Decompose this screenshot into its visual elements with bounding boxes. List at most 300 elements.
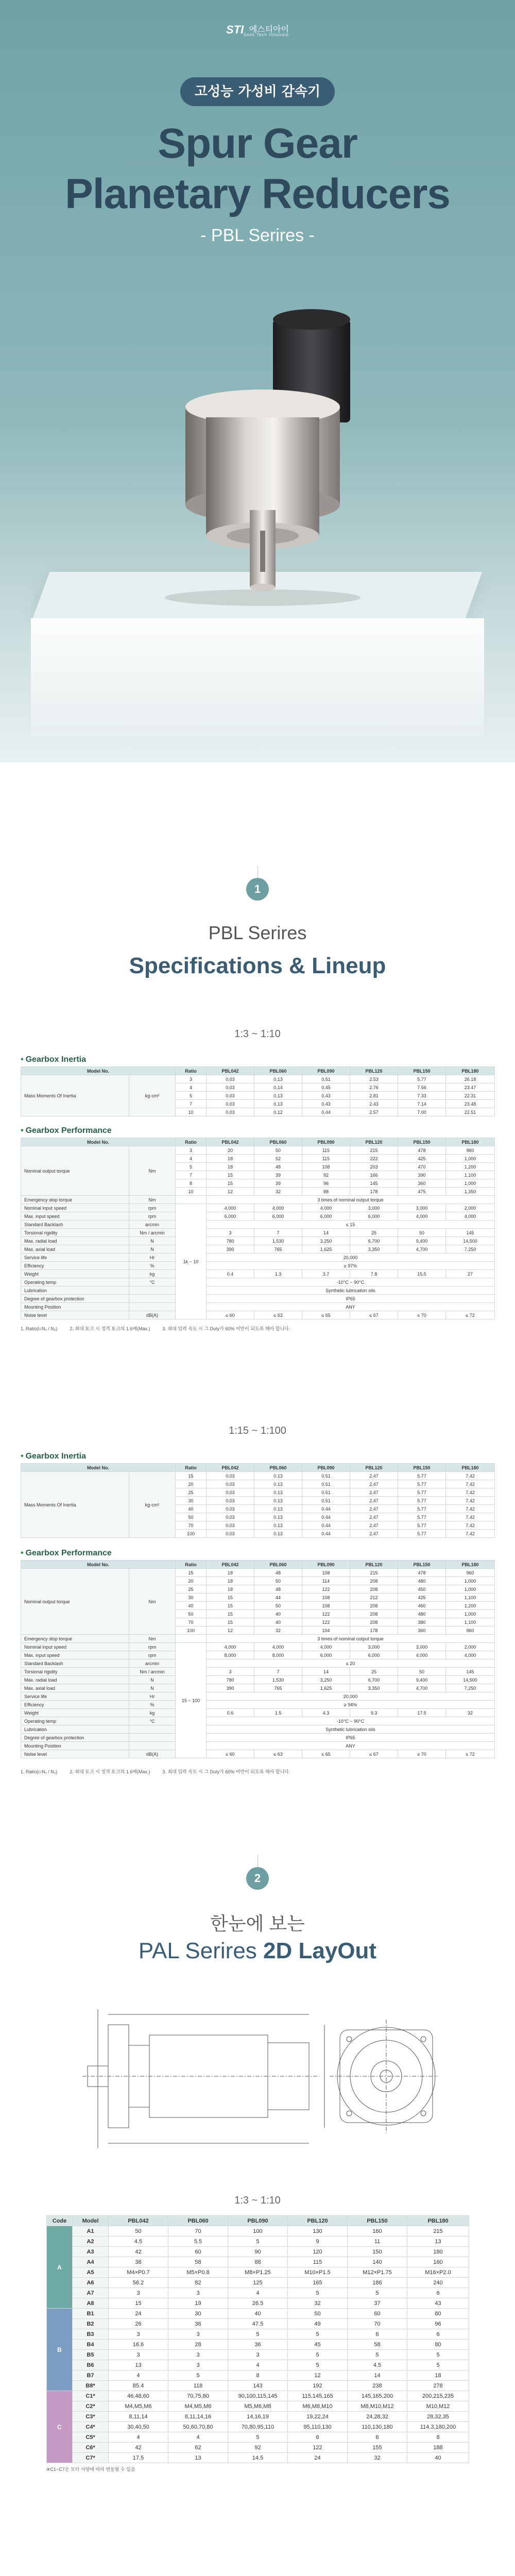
- table-cell: 6: [407, 2329, 469, 2340]
- code-cell: B: [47, 2309, 73, 2391]
- row-unit: Nm / arcmin: [129, 1668, 176, 1676]
- section1-label: PBL Serires: [208, 922, 307, 943]
- table-cell: 43: [407, 2298, 469, 2309]
- table-cell: 25: [176, 1488, 207, 1497]
- table-cell: 32: [288, 2298, 348, 2309]
- table-cell: 9,400: [398, 1676, 446, 1684]
- table-cell: 82: [168, 2278, 228, 2288]
- row-unit: %: [129, 1262, 176, 1270]
- table-cell: 3,000: [350, 1643, 398, 1651]
- header-cell: PBL090: [302, 1464, 350, 1472]
- table-cell: 0.03: [207, 1497, 254, 1505]
- table-cell: 208: [350, 1602, 398, 1610]
- table-cell: 3: [109, 2350, 168, 2360]
- brand-mark: STI: [226, 23, 244, 36]
- row-unit: N: [129, 1684, 176, 1692]
- header-cell: PBL180: [407, 2216, 469, 2226]
- table-cell: 1,530: [254, 1237, 302, 1245]
- table-cell: 18: [207, 1569, 254, 1577]
- table-cell: ≤ 70: [398, 1750, 446, 1758]
- table-cell: 208: [350, 1618, 398, 1626]
- header-cell: PBL180: [446, 1561, 495, 1569]
- table-cell: 0.03: [207, 1100, 254, 1108]
- table-row: [21, 1212, 495, 1221]
- table-cell: 5.77: [398, 1521, 446, 1530]
- table-cell: 85.4: [109, 2381, 168, 2391]
- table-row: [47, 2391, 469, 2401]
- row-label: Nominal input speed: [21, 1204, 129, 1212]
- table-cell: ≤ 67: [350, 1311, 398, 1319]
- table-cell: 1.5: [254, 1709, 302, 1717]
- table-cell: 215: [350, 1569, 398, 1577]
- section2-title: [0, 1938, 515, 1964]
- table-cell: -10°C ~ 90°C: [207, 1278, 495, 1286]
- table-cell: 15: [207, 1171, 254, 1179]
- table-cell: 8,000: [207, 1651, 254, 1659]
- table-cell: 7: [254, 1668, 302, 1676]
- table-cell: 10: [176, 1188, 207, 1196]
- table-cell: 5: [228, 2329, 288, 2340]
- brand-name: 에스티아이: [249, 25, 289, 34]
- table-cell: 108: [302, 1602, 350, 1610]
- table-cell: 3,250: [302, 1237, 350, 1245]
- table-row: [47, 2340, 469, 2350]
- table-cell: 1,000: [446, 1179, 495, 1188]
- table-cell: ≤ 60: [207, 1311, 254, 1319]
- table-row: [47, 2278, 469, 2288]
- table-cell: 192: [288, 2381, 348, 2391]
- table-cell: 50: [254, 1146, 302, 1155]
- dim-label-cell: B5: [73, 2350, 109, 2360]
- table-row: [21, 1278, 495, 1286]
- table-cell: 4.5: [109, 2236, 168, 2247]
- table-cell: 44: [254, 1594, 302, 1602]
- table-row: [47, 2267, 469, 2278]
- header-cell: PBL042: [109, 2216, 168, 2226]
- table-row: [47, 2288, 469, 2298]
- table-cell: 8: [407, 2432, 469, 2443]
- table-cell: 0.44: [302, 1505, 350, 1513]
- table-cell: 3: [109, 2288, 168, 2298]
- row-label: Operating temp: [21, 1278, 129, 1286]
- row-label: Emergency stop torque: [21, 1635, 129, 1643]
- table-cell: 9: [288, 2236, 348, 2247]
- table-cell: 0.6: [207, 1709, 254, 1717]
- table-cell: 58: [348, 2340, 407, 2350]
- table-cell: 15: [207, 1610, 254, 1618]
- table-cell: 4,000: [207, 1204, 254, 1212]
- table-cell: 23.47: [446, 1083, 495, 1092]
- table-cell: 12: [207, 1188, 254, 1196]
- table-cell: 5.77: [398, 1480, 446, 1488]
- table-cell: 2.47: [350, 1497, 398, 1505]
- table-cell: 4: [176, 1155, 207, 1163]
- table-row: [21, 1229, 495, 1237]
- header-cell: PBL090: [302, 1561, 350, 1569]
- row-label: Max. axial load: [21, 1245, 129, 1253]
- row-unit: kg·cm²: [129, 1472, 176, 1538]
- table-cell: 5.77: [398, 1497, 446, 1505]
- table-cell: 26.5: [228, 2298, 288, 2309]
- row-label: Service life: [21, 1253, 129, 1262]
- ratio-cell: 15 ~ 100: [176, 1643, 207, 1758]
- table-cell: 7.8: [350, 1270, 398, 1278]
- header-cell: PBL120: [288, 2216, 348, 2226]
- table-cell: 122: [302, 1585, 350, 1594]
- table-cell: 3,000: [350, 1204, 398, 1212]
- row-unit: arcmin: [129, 1659, 176, 1668]
- table-cell: 1,625: [302, 1684, 350, 1692]
- header-cell: PBL150: [398, 1067, 446, 1075]
- table-cell: 165: [288, 2278, 348, 2288]
- table-cell: 50,60,70,80: [168, 2422, 228, 2432]
- table-cell: 6: [348, 2329, 407, 2340]
- table-cell: 92: [228, 2443, 288, 2453]
- row-label: Degree of gearbox protection: [21, 1734, 129, 1742]
- table-cell: 26.18: [446, 1075, 495, 1083]
- table-cell: 46,48,60: [109, 2391, 168, 2401]
- header-cell: PBL060: [254, 1464, 302, 1472]
- table-cell: 3,350: [350, 1684, 398, 1692]
- header-cell: Model No.: [21, 1138, 176, 1146]
- table-cell: 7.42: [446, 1472, 495, 1480]
- table-cell: 0.4: [207, 1270, 254, 1278]
- ratio-cell: [176, 1196, 207, 1204]
- table-cell: ≤ 72: [446, 1311, 495, 1319]
- table-row: [47, 2401, 469, 2412]
- table-cell: Synthetic lubrication oils: [207, 1286, 495, 1295]
- table-cell: 3,000: [398, 1643, 446, 1651]
- table-cell: 3: [168, 2329, 228, 2340]
- header-cell: PBL150: [398, 1138, 446, 1146]
- table-cell: 3 times of nominal output torque: [207, 1196, 495, 1204]
- row-label: Torsional rigidity: [21, 1668, 129, 1676]
- table-cell: 4,000: [398, 1212, 446, 1221]
- table-row: [47, 2319, 469, 2329]
- table-cell: 390: [398, 1171, 446, 1179]
- table-cell: 160: [407, 2257, 469, 2267]
- row-label: Weight: [21, 1270, 129, 1278]
- table-cell: 2.47: [350, 1530, 398, 1538]
- table-cell: 0.14: [254, 1083, 302, 1092]
- table-cell: M4,M5,M6: [109, 2401, 168, 2412]
- table-row: [47, 2309, 469, 2319]
- table-cell: 5: [228, 2432, 288, 2443]
- row-unit: arcmin: [129, 1221, 176, 1229]
- table-cell: 70,75,80: [168, 2391, 228, 2401]
- table-cell: 32: [446, 1709, 495, 1717]
- table-cell: 0.13: [254, 1092, 302, 1100]
- dim-label-cell: B1: [73, 2309, 109, 2319]
- table-row: [47, 2360, 469, 2370]
- table-cell: 0.03: [207, 1521, 254, 1530]
- dim-label-cell: C5*: [73, 2432, 109, 2443]
- spec2-inertia-table: [21, 1463, 495, 1538]
- table-cell: 1,000: [446, 1585, 495, 1594]
- table-cell: 14,500: [446, 1676, 495, 1684]
- table-cell: 1,000: [446, 1577, 495, 1585]
- table-cell: 145: [446, 1229, 495, 1237]
- table-cell: 114: [302, 1577, 350, 1585]
- brand-logo: [0, 23, 515, 37]
- table-cell: 9.3: [350, 1709, 398, 1717]
- table-cell: 18: [207, 1577, 254, 1585]
- spec1-ratio: 1:3 ~ 1:10: [234, 1028, 281, 1040]
- table-cell: 188: [407, 2443, 469, 2453]
- table-cell: 3: [176, 1146, 207, 1155]
- table-cell: ANY: [207, 1303, 495, 1311]
- table-cell: 50: [176, 1610, 207, 1618]
- bullet-icon: •: [21, 1055, 24, 1064]
- table-cell: 0.03: [207, 1505, 254, 1513]
- table-cell: 208: [350, 1585, 398, 1594]
- table-cell: ANY: [207, 1742, 495, 1750]
- table-cell: M5×P0.8: [168, 2267, 228, 2278]
- table-cell: 3: [228, 2350, 288, 2360]
- table-cell: 24,28,32: [348, 2412, 407, 2422]
- table-cell: 115,145,165: [288, 2391, 348, 2401]
- table-cell: 7.42: [446, 1480, 495, 1488]
- table-cell: M10,M12: [407, 2401, 469, 2412]
- table-cell: 478: [398, 1569, 446, 1577]
- table-cell: Synthetic lubrication oils: [207, 1725, 495, 1734]
- table-cell: 15: [176, 1569, 207, 1577]
- table-cell: 60: [168, 2247, 228, 2257]
- table-cell: 7: [176, 1100, 207, 1108]
- table-row: [21, 1303, 495, 1311]
- spec1-inertia-title-text: Gearbox Inertia: [25, 1055, 86, 1064]
- table-cell: 18: [207, 1155, 254, 1163]
- table-cell: 122: [302, 1610, 350, 1618]
- hero-pill: 고성능 가성비 감속기: [180, 77, 335, 106]
- table-cell: M8×P1.25: [228, 2267, 288, 2278]
- table-cell: 2.76: [350, 1083, 398, 1092]
- table-cell: 38: [109, 2257, 168, 2267]
- table-cell: 4,000: [446, 1651, 495, 1659]
- table-header-row: [21, 1067, 495, 1075]
- table-cell: 6: [348, 2432, 407, 2443]
- row-label: Emergency stop torque: [21, 1196, 129, 1204]
- table-cell: 47.5: [228, 2319, 288, 2329]
- table-row: [21, 1245, 495, 1253]
- table-cell: ≤ 15: [207, 1221, 495, 1229]
- row-label: Mounting Position: [21, 1303, 129, 1311]
- note-item: 1. Ratio(i=N₁ / N₂): [21, 1326, 58, 1331]
- table-cell: 37: [348, 2298, 407, 2309]
- table-cell: 360: [398, 1179, 446, 1188]
- table-cell: 125: [228, 2278, 288, 2288]
- table-cell: 17.5: [109, 2453, 168, 2463]
- table-cell: 115: [288, 2257, 348, 2267]
- row-label: Max. axial load: [21, 1684, 129, 1692]
- table-cell: 39: [254, 1171, 302, 1179]
- table-cell: 15.5: [398, 1270, 446, 1278]
- table-cell: 13: [168, 2453, 228, 2463]
- table-cell: 25: [350, 1668, 398, 1676]
- table-cell: 32: [254, 1188, 302, 1196]
- row-unit: [129, 1725, 176, 1734]
- table-cell: 145: [350, 1179, 398, 1188]
- table-cell: 16.6: [109, 2340, 168, 2350]
- table-cell: 780: [207, 1237, 254, 1245]
- note-item: 1. Ratio(i=N₁ / N₂): [21, 1769, 58, 1774]
- table-cell: 5.5: [168, 2236, 228, 2247]
- table-cell: 58: [168, 2257, 228, 2267]
- table-cell: 425: [398, 1594, 446, 1602]
- table-cell: 0.44: [302, 1521, 350, 1530]
- table-cell: 118: [168, 2381, 228, 2391]
- table-row: [47, 2247, 469, 2257]
- table-cell: 5.77: [398, 1075, 446, 1083]
- table-cell: 24: [109, 2309, 168, 2319]
- table-cell: 10: [176, 1108, 207, 1116]
- table-cell: 1,530: [254, 1676, 302, 1684]
- table-cell: 80: [407, 2340, 469, 2350]
- row-unit: Hr: [129, 1692, 176, 1701]
- table-cell: 390: [207, 1684, 254, 1692]
- table-cell: 22.51: [446, 1108, 495, 1116]
- table-cell: 100: [176, 1626, 207, 1635]
- table-cell: 0.03: [207, 1530, 254, 1538]
- table-cell: 480: [398, 1610, 446, 1618]
- dim-label-cell: B6: [73, 2360, 109, 2370]
- table-cell: 178: [350, 1626, 398, 1635]
- table-cell: 5: [407, 2360, 469, 2370]
- table-cell: 7.42: [446, 1497, 495, 1505]
- table-cell: 155: [348, 2443, 407, 2453]
- row-unit: Nm: [129, 1569, 176, 1635]
- table-cell: 7.42: [446, 1521, 495, 1530]
- table-cell: 20: [176, 1480, 207, 1488]
- table-cell: 39: [254, 1179, 302, 1188]
- table-cell: 240: [407, 2278, 469, 2288]
- table-cell: 36: [228, 2340, 288, 2350]
- table-cell: 27: [446, 1270, 495, 1278]
- table-cell: 13: [109, 2360, 168, 2370]
- table-cell: 7.42: [446, 1488, 495, 1497]
- table-cell: 25: [350, 1229, 398, 1237]
- table-cell: 1,625: [302, 1245, 350, 1253]
- table-row: [21, 1668, 495, 1676]
- table-cell: ≤ 65: [302, 1311, 350, 1319]
- table-cell: ≤ 63: [254, 1311, 302, 1319]
- dim1-ratio: 1:3 ~ 1:10: [234, 2195, 281, 2206]
- spec2-ratio: 1:15 ~ 1:100: [229, 1425, 286, 1436]
- table-cell: 6: [407, 2288, 469, 2298]
- table-cell: 7,250: [446, 1245, 495, 1253]
- table-cell: ≤ 63: [254, 1750, 302, 1758]
- table-cell: M12×P1.75: [348, 2267, 407, 2278]
- table-cell: 0.03: [207, 1488, 254, 1497]
- dim-label-cell: A4: [73, 2257, 109, 2267]
- dim-label-cell: A2: [73, 2236, 109, 2247]
- table-cell: 7.42: [446, 1530, 495, 1538]
- table-cell: 20,000: [207, 1692, 495, 1701]
- table-cell: 18: [207, 1585, 254, 1594]
- table-cell: 56.2: [109, 2278, 168, 2288]
- table-cell: 9,400: [398, 1237, 446, 1245]
- row-unit: °C: [129, 1717, 176, 1725]
- table-cell: 4: [228, 2360, 288, 2370]
- dim-label-cell: A8: [73, 2298, 109, 2309]
- header-cell: PBL180: [446, 1067, 495, 1075]
- table-cell: 50: [288, 2309, 348, 2319]
- table-cell: 2.81: [350, 1092, 398, 1100]
- header-cell: PBL060: [254, 1138, 302, 1146]
- header-cell: PBL180: [446, 1138, 495, 1146]
- table-cell: 130: [288, 2226, 348, 2236]
- table-cell: 238: [348, 2381, 407, 2391]
- table-cell: 5: [176, 1163, 207, 1171]
- table-cell: ≤ 70: [398, 1311, 446, 1319]
- table-cell: 460: [398, 1602, 446, 1610]
- spec1-notes: [21, 1325, 302, 1332]
- table-cell: 0.13: [254, 1100, 302, 1108]
- table-cell: 208: [350, 1577, 398, 1585]
- row-unit: kg: [129, 1270, 176, 1278]
- table-cell: 23.48: [446, 1100, 495, 1108]
- bullet-icon: •: [21, 1452, 24, 1461]
- table-row: [21, 1204, 495, 1212]
- table-cell: 6,000: [350, 1212, 398, 1221]
- table-cell: 2.47: [350, 1480, 398, 1488]
- table-cell: 215: [350, 1146, 398, 1155]
- table-cell: 100: [176, 1530, 207, 1538]
- table-cell: 42: [109, 2443, 168, 2453]
- table-cell: 765: [254, 1684, 302, 1692]
- table-cell: 0.13: [254, 1488, 302, 1497]
- table-cell: ≥ 94%: [207, 1701, 495, 1709]
- table-row: [21, 1075, 495, 1083]
- table-cell: 5: [288, 2329, 348, 2340]
- table-row: [21, 1221, 495, 1229]
- table-cell: 0.03: [207, 1480, 254, 1488]
- row-label: Standard Backlash: [21, 1659, 129, 1668]
- table-cell: 960: [446, 1626, 495, 1635]
- section1-number: 1: [246, 878, 269, 901]
- table-cell: 8,11,14,16: [168, 2412, 228, 2422]
- table-row: [47, 2412, 469, 2422]
- hero-title-line1: Spur Gear: [158, 120, 357, 167]
- row-label: Nominal input speed: [21, 1643, 129, 1651]
- dim-label-cell: A5: [73, 2267, 109, 2278]
- table-cell: 1,100: [446, 1618, 495, 1626]
- dim-label-cell: C2*: [73, 2401, 109, 2412]
- dim-label-cell: B4: [73, 2340, 109, 2350]
- table-cell: 0.13: [254, 1075, 302, 1083]
- table-cell: 0.13: [254, 1497, 302, 1505]
- spec2-perf-title: [21, 1549, 112, 1558]
- row-unit: [129, 1286, 176, 1295]
- table-row: [47, 2370, 469, 2381]
- table-row: [47, 2432, 469, 2443]
- table-cell: 4: [109, 2432, 168, 2443]
- table-cell: 780: [207, 1676, 254, 1684]
- spec2-inertia-title-text: Gearbox Inertia: [25, 1452, 86, 1461]
- table-cell: 1,200: [446, 1602, 495, 1610]
- row-label: Max. input speed: [21, 1651, 129, 1659]
- table-cell: 0.43: [302, 1092, 350, 1100]
- table-cell: 7.42: [446, 1505, 495, 1513]
- header-cell: PBL060: [254, 1067, 302, 1075]
- dim-label-cell: C7*: [73, 2453, 109, 2463]
- table-cell: 30: [176, 1594, 207, 1602]
- table-cell: 1,350: [446, 1188, 495, 1196]
- table-cell: 13: [407, 2236, 469, 2247]
- header-cell: PBL060: [254, 1561, 302, 1569]
- spec1-perf-title-text: Gearbox Performance: [25, 1126, 112, 1135]
- table-cell: ≤ 72: [446, 1750, 495, 1758]
